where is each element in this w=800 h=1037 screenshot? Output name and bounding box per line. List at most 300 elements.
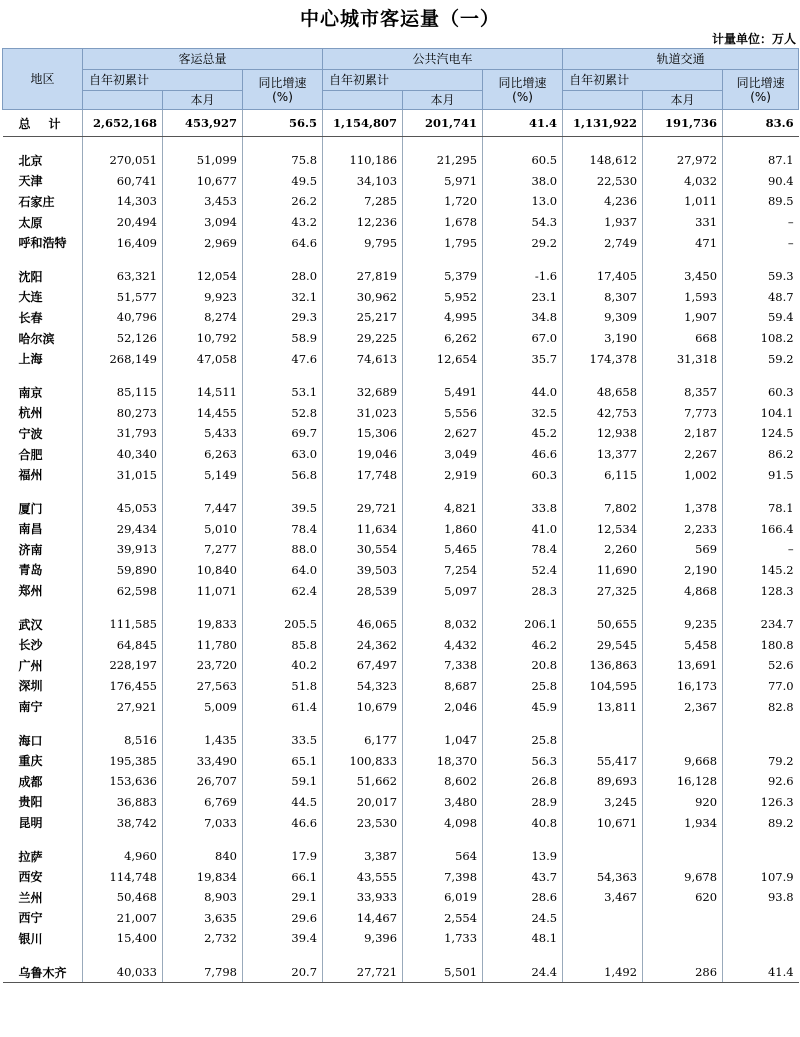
value-cell: 13,811 [563, 696, 643, 717]
value-cell: 90.4 [723, 171, 799, 192]
value-cell: 1,378 [643, 498, 723, 519]
value-cell: 12,236 [323, 212, 403, 233]
region-name: 福州 [18, 468, 43, 483]
value-cell: 40,796 [83, 307, 163, 328]
region-name: 济南 [18, 542, 43, 557]
region-name: 总计 [3, 110, 83, 137]
value-cell: 4,098 [403, 812, 483, 833]
value-cell: 60,741 [83, 171, 163, 192]
value-cell [643, 928, 723, 949]
value-cell: 26.8 [483, 771, 563, 792]
value-cell: 46.2 [483, 634, 563, 655]
value-cell: 54,363 [563, 866, 643, 887]
value-cell: 21,295 [403, 150, 483, 171]
value-cell: 1,937 [563, 212, 643, 233]
value-cell: 28,539 [323, 580, 403, 601]
value-cell: 45.9 [483, 696, 563, 717]
region-name: 杭州 [18, 406, 43, 421]
value-cell: 91.5 [723, 464, 799, 485]
value-cell: 9,668 [643, 750, 723, 771]
value-cell: 12,054 [163, 266, 243, 287]
value-cell: 64.6 [243, 232, 323, 253]
value-cell: 11,634 [323, 519, 403, 540]
value-cell: 34,103 [323, 171, 403, 192]
value-cell: 4,960 [83, 846, 163, 867]
value-cell: 36,883 [83, 792, 163, 813]
table-row [3, 498, 799, 519]
value-cell: 7,773 [643, 403, 723, 424]
value-cell: 19,833 [163, 614, 243, 635]
value-cell: 331 [643, 212, 723, 233]
value-cell: 89.5 [723, 191, 799, 212]
value-cell: 20,017 [323, 792, 403, 813]
value-cell: 45,053 [83, 498, 163, 519]
value-cell: 61.4 [243, 696, 323, 717]
table-row [3, 382, 799, 403]
value-cell: 114,748 [83, 866, 163, 887]
value-cell: 15,400 [83, 928, 163, 949]
value-cell: 9,795 [323, 232, 403, 253]
value-cell: 32,689 [323, 382, 403, 403]
region-name: 乌鲁木齐 [3, 962, 83, 983]
value-cell: 44.5 [243, 792, 323, 813]
value-cell: 1,011 [643, 191, 723, 212]
value-cell: 23.1 [483, 287, 563, 308]
region-name: 海口 [18, 733, 43, 748]
value-cell: 453,927 [163, 110, 243, 137]
region-name: 昆明 [18, 816, 43, 831]
value-cell: 100,833 [323, 750, 403, 771]
value-cell: 14,467 [323, 908, 403, 929]
value-cell: 3,480 [403, 792, 483, 813]
value-cell: 38,742 [83, 812, 163, 833]
table-row [3, 232, 799, 253]
value-cell: 87.1 [723, 150, 799, 171]
region-name: 南京 [18, 385, 43, 400]
value-cell: 29.2 [483, 232, 563, 253]
value-cell: – [723, 539, 799, 560]
value-cell: 27,563 [163, 676, 243, 697]
month-header: 本月 [163, 91, 243, 110]
value-cell: 54.3 [483, 212, 563, 233]
value-cell: 180.8 [723, 634, 799, 655]
table-row [3, 580, 799, 601]
value-cell: 5,971 [403, 171, 483, 192]
value-cell: 25,217 [323, 307, 403, 328]
value-cell: 29.1 [243, 887, 323, 908]
value-cell: 6,177 [323, 730, 403, 751]
yoy-header: 同比增速 (%) [243, 70, 323, 110]
table-row [3, 730, 799, 751]
value-cell: 43,555 [323, 866, 403, 887]
unit-label: 计量单位：万人 [711, 32, 796, 46]
value-cell: 63,321 [83, 266, 163, 287]
table-row [3, 110, 799, 137]
value-cell: 5,491 [403, 382, 483, 403]
value-cell: 14,511 [163, 382, 243, 403]
value-cell: 24.5 [483, 908, 563, 929]
value-cell: 14,303 [83, 191, 163, 212]
table-row [3, 444, 799, 465]
value-cell: 5,433 [163, 423, 243, 444]
value-cell: 2,187 [643, 423, 723, 444]
value-cell: 53.1 [243, 382, 323, 403]
value-cell: 35.7 [483, 348, 563, 369]
value-cell: 60.3 [723, 382, 799, 403]
value-cell: 48.1 [483, 928, 563, 949]
value-cell: 29.3 [243, 307, 323, 328]
value-cell: 40.8 [483, 812, 563, 833]
value-cell: 66.1 [243, 866, 323, 887]
value-cell: 4,236 [563, 191, 643, 212]
value-cell: 3,190 [563, 328, 643, 349]
value-cell: 107.9 [723, 866, 799, 887]
value-cell: 8,516 [83, 730, 163, 751]
value-cell: 47.6 [243, 348, 323, 369]
value-cell: 1,154,807 [323, 110, 403, 137]
region-name: 哈尔滨 [18, 331, 55, 346]
value-cell: 111,585 [83, 614, 163, 635]
value-cell: 44.0 [483, 382, 563, 403]
value-cell: 24,362 [323, 634, 403, 655]
table-row [3, 928, 799, 949]
value-cell: 286 [643, 962, 723, 983]
value-cell: 7,447 [163, 498, 243, 519]
value-cell: 28.9 [483, 792, 563, 813]
value-cell: 1,002 [643, 464, 723, 485]
table-row [3, 771, 799, 792]
region-name: 上海 [18, 352, 43, 367]
value-cell: 195,385 [83, 750, 163, 771]
value-cell: 93.8 [723, 887, 799, 908]
table-row [3, 812, 799, 833]
value-cell: 41.4 [483, 110, 563, 137]
value-cell: 128.3 [723, 580, 799, 601]
value-cell: 569 [643, 539, 723, 560]
value-cell: 30,554 [323, 539, 403, 560]
value-cell: 8,032 [403, 614, 483, 635]
value-cell: 1,678 [403, 212, 483, 233]
value-cell: 52.4 [483, 560, 563, 581]
month-header: 本月 [403, 91, 483, 110]
value-cell: 64.0 [243, 560, 323, 581]
region-name: 拉萨 [18, 849, 43, 864]
value-cell: 4,868 [643, 580, 723, 601]
value-cell: 2,267 [643, 444, 723, 465]
region-name: 厦门 [18, 501, 43, 516]
value-cell: 12,654 [403, 348, 483, 369]
value-cell: 1,720 [403, 191, 483, 212]
region-name: 呼和浩特 [18, 236, 67, 251]
value-cell: 51,577 [83, 287, 163, 308]
value-cell: 11,780 [163, 634, 243, 655]
value-cell [563, 928, 643, 949]
value-cell: 59.1 [243, 771, 323, 792]
value-cell: 51.8 [243, 676, 323, 697]
value-cell: 1,907 [643, 307, 723, 328]
value-cell: 6,769 [163, 792, 243, 813]
value-cell: 39.4 [243, 928, 323, 949]
group-header-rail: 轨道交通 [563, 49, 799, 70]
group-header-bus: 公共汽电车 [323, 49, 563, 70]
value-cell: 45.2 [483, 423, 563, 444]
value-cell: 4,821 [403, 498, 483, 519]
value-cell: 104.1 [723, 403, 799, 424]
value-cell: 2,046 [403, 696, 483, 717]
region-name: 重庆 [18, 754, 43, 769]
table-row [3, 866, 799, 887]
value-cell: 5,465 [403, 539, 483, 560]
value-cell: 9,678 [643, 866, 723, 887]
value-cell: 10,840 [163, 560, 243, 581]
value-cell: 2,367 [643, 696, 723, 717]
value-cell: 920 [643, 792, 723, 813]
value-cell: 23,720 [163, 655, 243, 676]
value-cell [563, 908, 643, 929]
value-cell: 1,492 [563, 962, 643, 983]
region-name: 太原 [18, 215, 43, 230]
value-cell: 2,732 [163, 928, 243, 949]
table-body [3, 110, 799, 983]
value-cell: 12,534 [563, 519, 643, 540]
row-spacer [3, 253, 799, 266]
value-cell: 62,598 [83, 580, 163, 601]
value-cell: 124.5 [723, 423, 799, 444]
table-row [3, 676, 799, 697]
value-cell: 56.8 [243, 464, 323, 485]
value-cell: 52.6 [723, 655, 799, 676]
value-cell: 40,340 [83, 444, 163, 465]
value-cell: 7,338 [403, 655, 483, 676]
value-cell: 80,273 [83, 403, 163, 424]
table-row [3, 423, 799, 444]
region-name: 成都 [18, 774, 43, 789]
value-cell: 5,379 [403, 266, 483, 287]
value-cell: 31,318 [643, 348, 723, 369]
value-cell: 18,370 [403, 750, 483, 771]
value-cell: – [723, 232, 799, 253]
value-cell: 29,721 [323, 498, 403, 519]
region-name: 兰州 [18, 890, 43, 905]
value-cell: 59.2 [723, 348, 799, 369]
value-cell: 7,798 [163, 962, 243, 983]
value-cell: 52.8 [243, 403, 323, 424]
value-cell: 10,671 [563, 812, 643, 833]
value-cell: 50,655 [563, 614, 643, 635]
value-cell: 4,032 [643, 171, 723, 192]
ytd-header: 自年初累计 [83, 70, 243, 91]
table-row [3, 403, 799, 424]
value-cell: 3,453 [163, 191, 243, 212]
value-cell: 3,635 [163, 908, 243, 929]
value-cell: 5,149 [163, 464, 243, 485]
region-name: 郑州 [18, 584, 43, 599]
value-cell: 59.4 [723, 307, 799, 328]
value-cell: 27,819 [323, 266, 403, 287]
value-cell: 8,307 [563, 287, 643, 308]
row-spacer [3, 717, 799, 730]
value-cell: 2,233 [643, 519, 723, 540]
value-cell: 2,919 [403, 464, 483, 485]
region-name: 宁波 [18, 426, 43, 441]
value-cell: 89,693 [563, 771, 643, 792]
value-cell: 49.5 [243, 171, 323, 192]
region-name: 贵阳 [18, 795, 43, 810]
value-cell: 8,274 [163, 307, 243, 328]
region-name: 广州 [18, 658, 43, 673]
value-cell: 33,933 [323, 887, 403, 908]
value-cell: 110,186 [323, 150, 403, 171]
value-cell: 5,556 [403, 403, 483, 424]
value-cell: 11,071 [163, 580, 243, 601]
value-cell: 7,285 [323, 191, 403, 212]
row-spacer [3, 601, 799, 614]
value-cell: 60.5 [483, 150, 563, 171]
value-cell: 6,019 [403, 887, 483, 908]
value-cell: 1,860 [403, 519, 483, 540]
value-cell: 4,432 [403, 634, 483, 655]
row-spacer [3, 833, 799, 846]
yoy-header: 同比增速 (%) [483, 70, 563, 110]
value-cell: 10,679 [323, 696, 403, 717]
value-cell: 174,378 [563, 348, 643, 369]
value-cell: 4,995 [403, 307, 483, 328]
value-cell: 46,065 [323, 614, 403, 635]
value-cell: 74,613 [323, 348, 403, 369]
table-row [3, 307, 799, 328]
value-cell: 5,009 [163, 696, 243, 717]
value-cell: 13,377 [563, 444, 643, 465]
value-cell: 27,972 [643, 150, 723, 171]
value-cell: 51,662 [323, 771, 403, 792]
value-cell: 31,793 [83, 423, 163, 444]
ytd-header: 自年初累计 [563, 70, 723, 91]
table-row [3, 150, 799, 171]
value-cell: 6,263 [163, 444, 243, 465]
table-row [3, 560, 799, 581]
table-row [3, 539, 799, 560]
value-cell: 86.2 [723, 444, 799, 465]
value-cell: 13.9 [483, 846, 563, 867]
value-cell: 77.0 [723, 676, 799, 697]
region-name: 长沙 [18, 638, 43, 653]
value-cell: 67.0 [483, 328, 563, 349]
value-cell: 47,058 [163, 348, 243, 369]
value-cell: 3,094 [163, 212, 243, 233]
value-cell: 58.9 [243, 328, 323, 349]
value-cell [723, 928, 799, 949]
table-row [3, 212, 799, 233]
value-cell: 55,417 [563, 750, 643, 771]
value-cell: 41.0 [483, 519, 563, 540]
value-cell: 13.0 [483, 191, 563, 212]
value-cell: 5,501 [403, 962, 483, 983]
value-cell: 78.4 [243, 519, 323, 540]
value-cell: 3,467 [563, 887, 643, 908]
value-cell: 205.5 [243, 614, 323, 635]
value-cell: 6,262 [403, 328, 483, 349]
value-cell: 228,197 [83, 655, 163, 676]
table-row [3, 266, 799, 287]
yoy-header: 同比增速 (%) [723, 70, 799, 110]
value-cell: 166.4 [723, 519, 799, 540]
value-cell: 17,405 [563, 266, 643, 287]
region-name: 银川 [18, 931, 43, 946]
value-cell: 3,450 [643, 266, 723, 287]
table-row [3, 655, 799, 676]
value-cell: 1,435 [163, 730, 243, 751]
row-spacer [3, 949, 799, 962]
value-cell: 20.8 [483, 655, 563, 676]
value-cell: 46.6 [243, 812, 323, 833]
value-cell: 27,921 [83, 696, 163, 717]
value-cell: 104,595 [563, 676, 643, 697]
value-cell: 63.0 [243, 444, 323, 465]
value-cell: 23,530 [323, 812, 403, 833]
value-cell: 43.7 [483, 866, 563, 887]
value-cell: 89.2 [723, 812, 799, 833]
passenger-volume-table [2, 48, 799, 983]
value-cell: 28.6 [483, 887, 563, 908]
table-row [3, 846, 799, 867]
value-cell [723, 908, 799, 929]
value-cell: 24.4 [483, 962, 563, 983]
row-spacer [3, 369, 799, 382]
value-cell: 10,792 [163, 328, 243, 349]
value-cell [643, 846, 723, 867]
value-cell [723, 730, 799, 751]
value-cell: 471 [643, 232, 723, 253]
value-cell: 13,691 [643, 655, 723, 676]
value-cell: 40.2 [243, 655, 323, 676]
region-name: 北京 [18, 153, 43, 168]
value-cell: 10,677 [163, 171, 243, 192]
value-cell: 56.5 [243, 110, 323, 137]
value-cell: 31,015 [83, 464, 163, 485]
value-cell: 191,736 [643, 110, 723, 137]
value-cell: 145.2 [723, 560, 799, 581]
value-cell: 33.8 [483, 498, 563, 519]
value-cell: 92.6 [723, 771, 799, 792]
value-cell [723, 846, 799, 867]
value-cell: 22,530 [563, 171, 643, 192]
value-cell: 668 [643, 328, 723, 349]
value-cell: 270,051 [83, 150, 163, 171]
value-cell: 25.8 [483, 676, 563, 697]
value-cell: 56.3 [483, 750, 563, 771]
row-spacer [3, 485, 799, 498]
region-header: 地区 [3, 49, 83, 110]
value-cell: 39.5 [243, 498, 323, 519]
value-cell: 85,115 [83, 382, 163, 403]
value-cell: 7,398 [403, 866, 483, 887]
region-name: 石家庄 [18, 194, 55, 209]
value-cell: 62.4 [243, 580, 323, 601]
value-cell: 46.6 [483, 444, 563, 465]
value-cell: 59,890 [83, 560, 163, 581]
value-cell [563, 846, 643, 867]
value-cell: 206.1 [483, 614, 563, 635]
value-cell: 148,612 [563, 150, 643, 171]
value-cell: 2,554 [403, 908, 483, 929]
table-row [3, 887, 799, 908]
value-cell: 17.9 [243, 846, 323, 867]
value-cell: 78.4 [483, 539, 563, 560]
ytd-header: 自年初累计 [323, 70, 483, 91]
value-cell: 52,126 [83, 328, 163, 349]
value-cell: 16,173 [643, 676, 723, 697]
value-cell: 50,468 [83, 887, 163, 908]
